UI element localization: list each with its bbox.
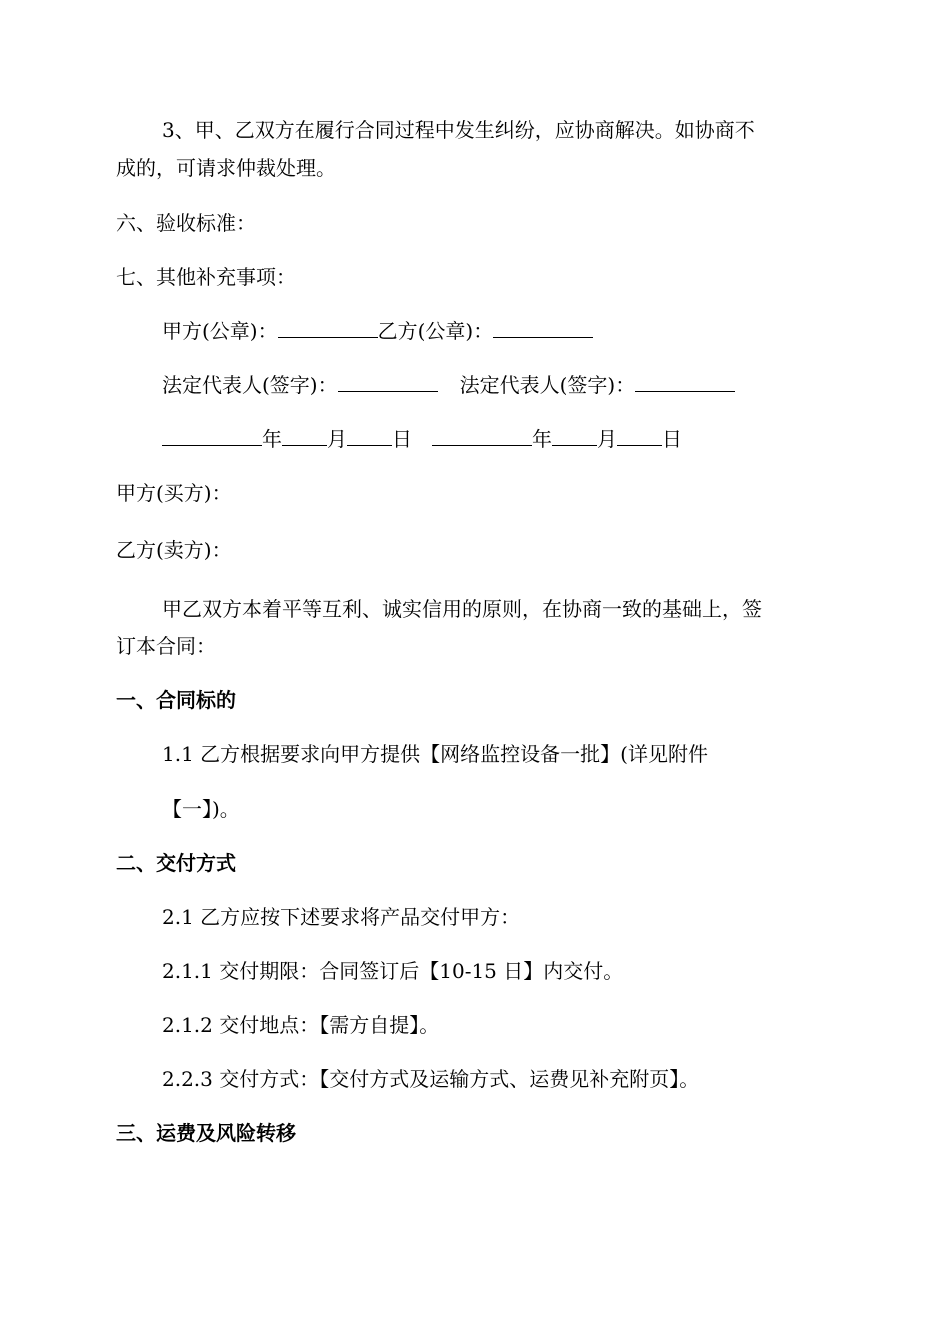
intro-line-1: 甲乙双方本着平等互利、诚实信用的原则，在协商一致的基础上，签 (162, 597, 762, 621)
party-b-seal-label: 乙方(公章)： (377, 319, 494, 343)
signature-seal-row (162, 318, 593, 344)
party-b-year-blank (432, 427, 532, 446)
legal-rep-row (162, 372, 735, 398)
clause-3-line-2: 成的，可请求仲裁处理。 (116, 156, 336, 180)
section-3-heading: 三、运费及风险转移 (116, 1121, 296, 1145)
buyer-label: 甲方(买方)： (116, 481, 232, 505)
year-label: 年 (262, 427, 282, 451)
party-a-seal-blank (278, 319, 378, 338)
month-label: 月 (597, 427, 617, 451)
clause-1-1-line-1: 1.1 乙方根据要求向甲方提供【网络监控设备一批】(详见附件 (162, 742, 708, 766)
party-b-rep-blank (635, 373, 735, 392)
party-a-rep-blank (338, 373, 438, 392)
date-row (162, 426, 682, 452)
party-b-day-blank (617, 427, 662, 446)
party-b-seal-blank (493, 319, 593, 338)
section-7-heading: 七、其他补充事项： (116, 265, 296, 289)
clause-2-1: 2.1 乙方应按下述要求将产品交付甲方： (162, 905, 521, 929)
section-1-heading: 一、合同标的 (116, 688, 236, 712)
seller-label: 乙方(卖方)： (116, 538, 232, 562)
clause-2-2-3: 2.2.3 交付方式：【交付方式及运输方式、运费见补充附页】。 (162, 1067, 700, 1091)
intro-line-2: 订本合同： (116, 634, 216, 658)
section-6-heading: 六、验收标准： (116, 211, 256, 235)
party-a-rep-label: 法定代表人(签字)： (162, 373, 338, 397)
clause-2-1-2: 2.1.2 交付地点：【需方自提】。 (162, 1013, 440, 1037)
party-a-day-blank (347, 427, 392, 446)
day-label: 日 (662, 427, 682, 451)
clause-2-1-1: 2.1.1 交付期限：合同签订后【10-15 日】内交付。 (162, 959, 624, 983)
day-label: 日 (392, 427, 412, 451)
month-label: 月 (327, 427, 347, 451)
party-a-seal-label: 甲方(公章)： (162, 319, 278, 343)
party-a-month-blank (282, 427, 327, 446)
clause-3-line-1: 3、甲、乙双方在履行合同过程中发生纠纷，应协商解决。如协商不 (162, 118, 755, 142)
party-b-rep-label: 法定代表人(签字)： (459, 373, 636, 397)
clause-1-1-line-2: 【一】)。 (162, 797, 240, 821)
party-b-month-blank (552, 427, 597, 446)
party-a-year-blank (162, 427, 262, 446)
section-2-heading: 二、交付方式 (116, 851, 236, 875)
year-label: 年 (532, 427, 552, 451)
